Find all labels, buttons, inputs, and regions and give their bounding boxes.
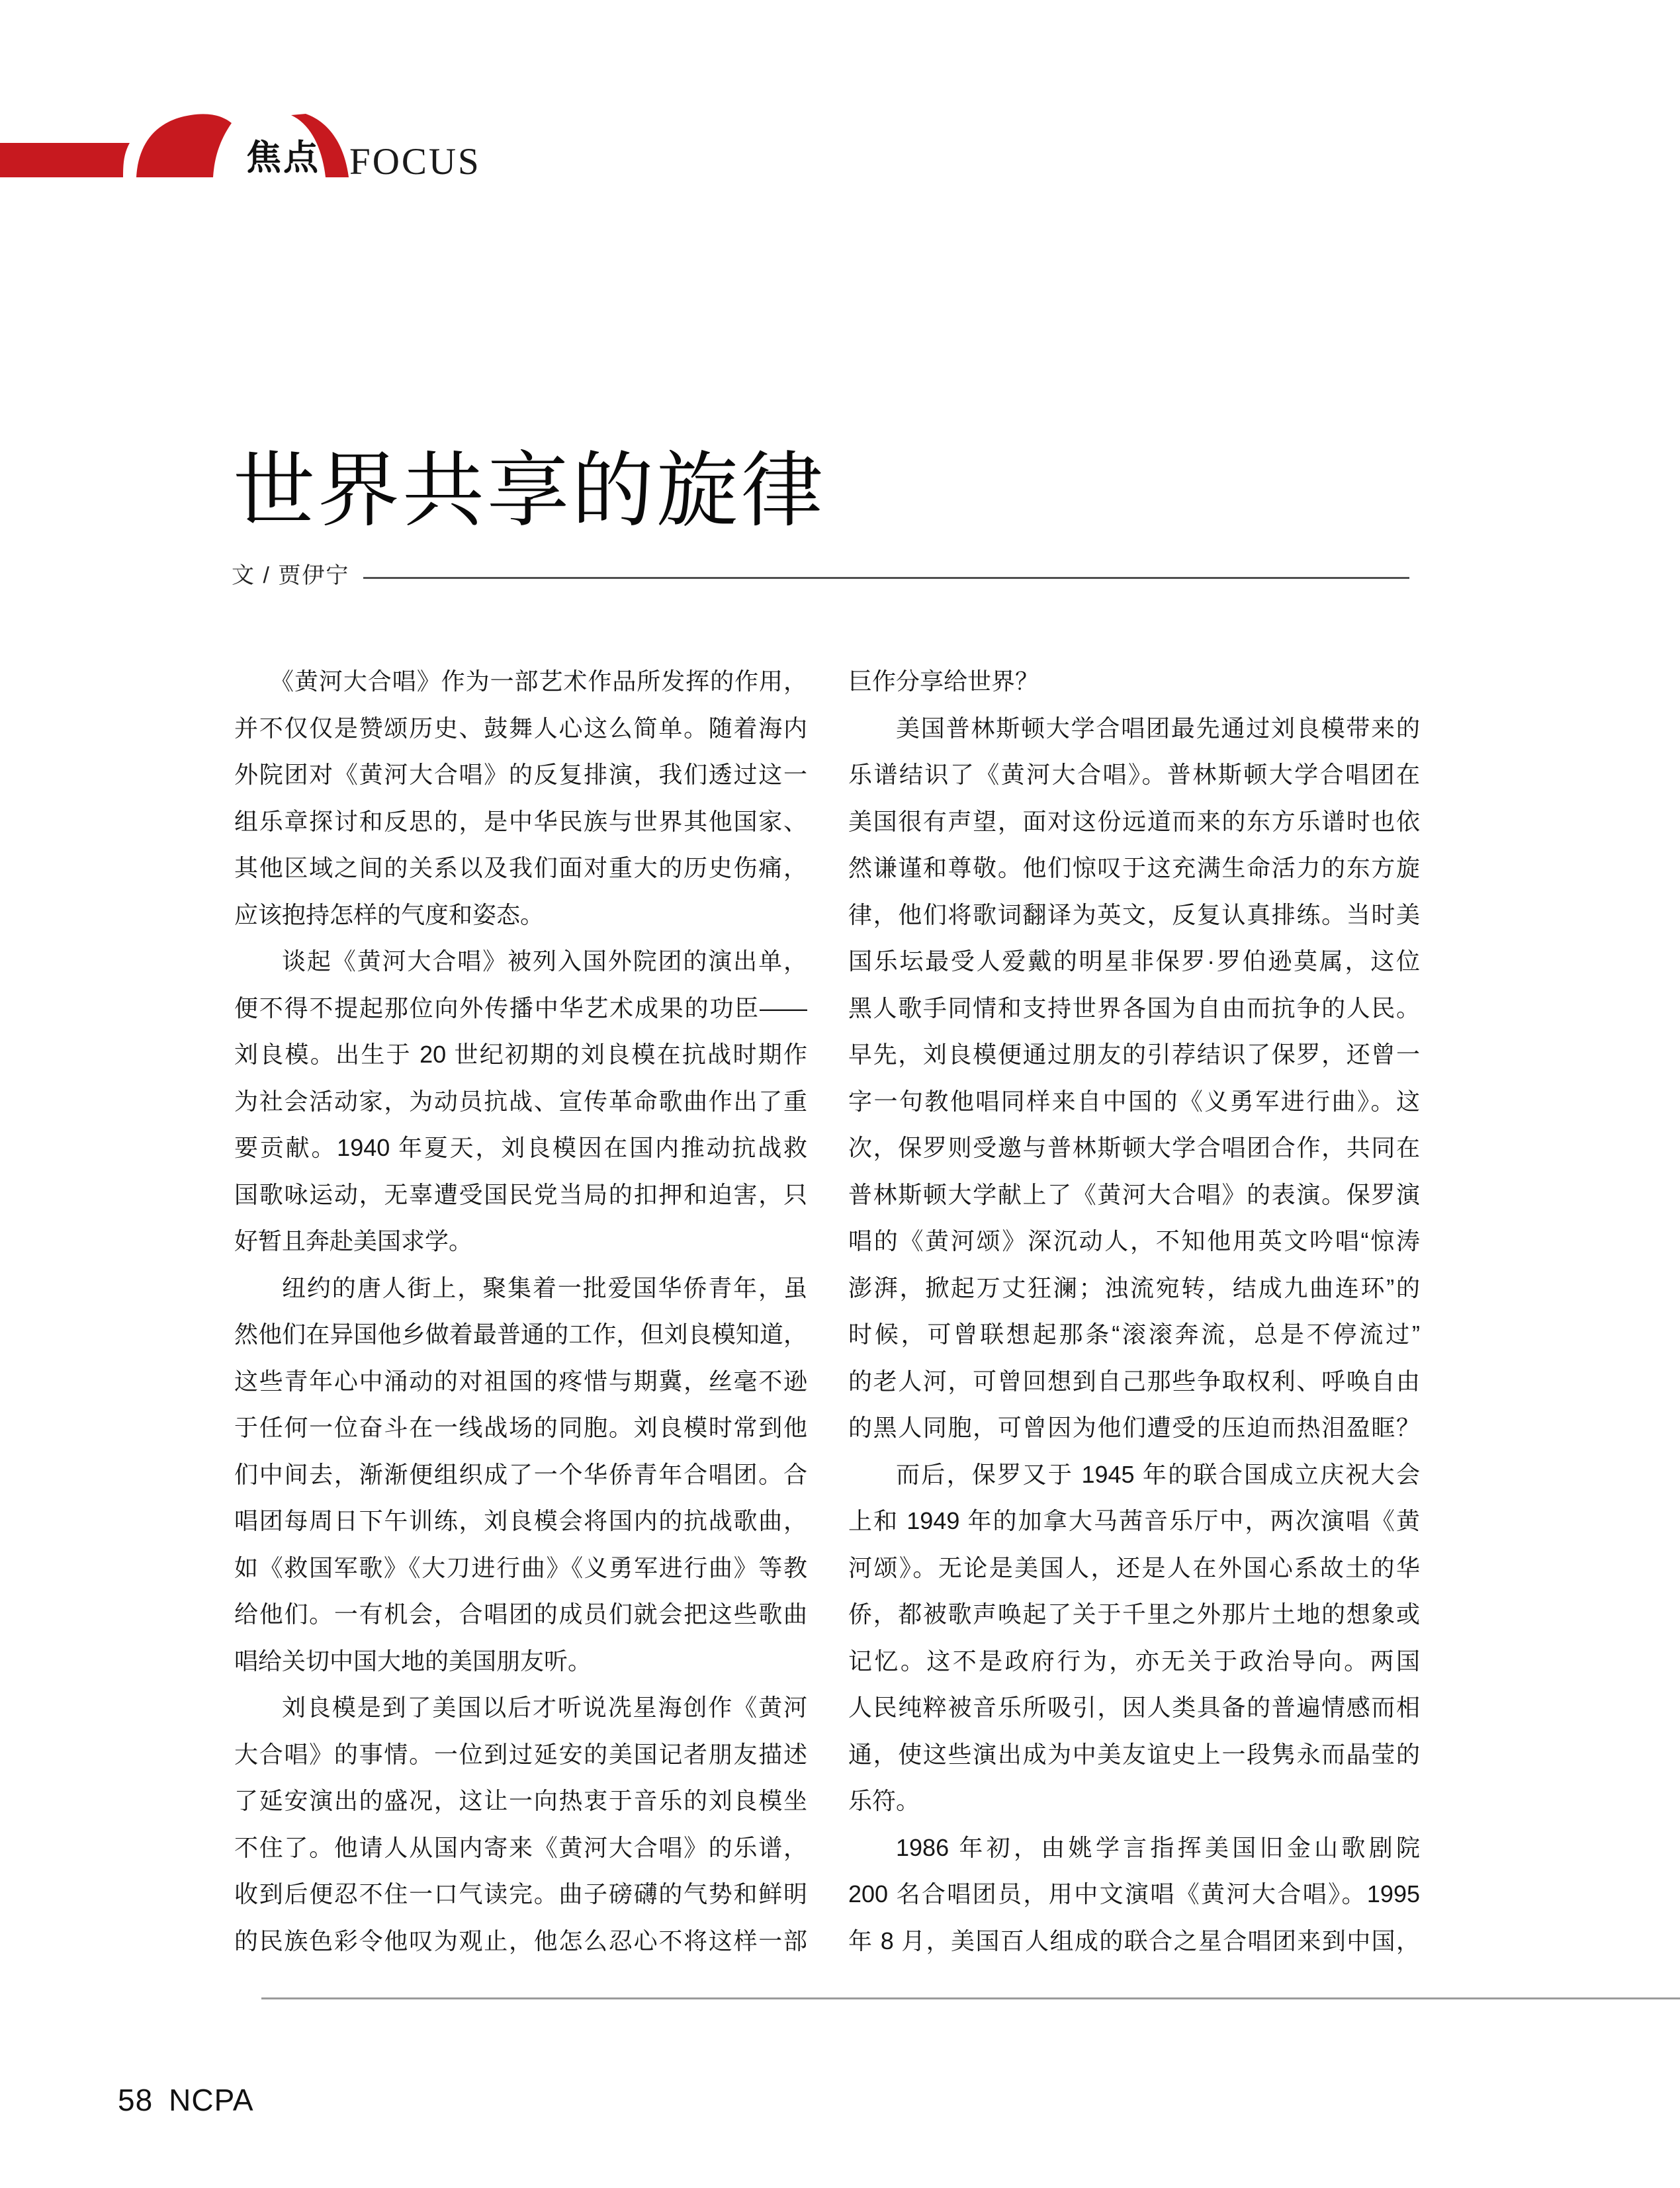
text-line: 刘良模是到了美国以后才听说冼星海创作《黄河 bbox=[282, 1694, 807, 1721]
text-line: 次，保罗则受邀与普林斯顿大学合唱团合作，共同在 bbox=[848, 1134, 1420, 1161]
text-line: 河颂》。无论是美国人，还是人在外国心系故土的华 bbox=[848, 1553, 1420, 1581]
page-number: 58 bbox=[118, 2083, 154, 2117]
text-line: 美国很有声望，面对这份远道而来的东方乐谱时也依 bbox=[848, 807, 1420, 835]
section-banner bbox=[0, 112, 503, 183]
text-line: 给他们。一有机会，合唱团的成员们就会把这些歌曲 bbox=[234, 1600, 807, 1628]
page-folio bbox=[118, 2082, 254, 2118]
text-line: 巨作分享给世界？ bbox=[848, 668, 1039, 695]
text-line: 要贡献。1940 年夏天，刘良模因在国内推动抗战救 bbox=[234, 1134, 807, 1161]
text-line: 组乐章探讨和反思的，是中华民族与世界其他国家、 bbox=[234, 807, 807, 835]
text-line: 字一句教他唱同样来自中国的《义勇军进行曲》。这 bbox=[848, 1087, 1420, 1115]
text-line: 美国普林斯顿大学合唱团最先通过刘良模带来的 bbox=[896, 714, 1420, 742]
text-line: 便不得不提起那位向外传播中华艺术成果的功臣—— bbox=[234, 994, 807, 1022]
text-line: 好暂且奔赴美国求学。 bbox=[234, 1227, 473, 1254]
text-line: 而后，保罗又于 1945 年的联合国成立庆祝大会 bbox=[896, 1460, 1420, 1488]
text-line: 人民纯粹被音乐所吸引，因人类具备的普遍情感而相 bbox=[848, 1694, 1420, 1721]
text-line: 普林斯顿大学献上了《黄河大合唱》的表演。保罗演 bbox=[848, 1180, 1420, 1208]
byline: 文 / 贾伊宁 bbox=[232, 563, 350, 588]
body-column-left bbox=[234, 658, 807, 1964]
text-line: 上和 1949 年的加拿大马茜音乐厅中，两次演唱《黄 bbox=[848, 1507, 1420, 1534]
text-line: 为社会活动家，为动员抗战、宣传革命歌曲作出了重 bbox=[234, 1087, 807, 1115]
text-line: 大合唱》的事情。一位到过延安的美国记者朋友描述 bbox=[234, 1740, 807, 1768]
byline-rule bbox=[363, 577, 1409, 579]
text-line: 如《救国军歌》《大刀进行曲》《义勇军进行曲》等教 bbox=[234, 1553, 807, 1581]
text-line: 谈起《黄河大合唱》被列入国外院团的演出单， bbox=[282, 947, 807, 975]
text-line: 收到后便忍不住一口气读完。曲子磅礴的气势和鲜明 bbox=[234, 1880, 807, 1907]
text-line: 记忆。这不是政府行为，亦无关于政治导向。两国 bbox=[848, 1647, 1420, 1675]
text-line: 然谦谨和尊敬。他们惊叹于这充满生命活力的东方旋 bbox=[848, 854, 1420, 881]
footer-rule bbox=[261, 1997, 1680, 1999]
text-line: 了延安演出的盛况，这让一向热衷于音乐的刘良模坐 bbox=[234, 1787, 807, 1814]
text-line: 1986 年初，由姚学言指挥美国旧金山歌剧院 bbox=[896, 1833, 1420, 1861]
section-label-en: FOCUS bbox=[349, 141, 481, 183]
text-line: 澎湃，掀起万丈狂澜；浊流宛转，结成九曲连环”的 bbox=[848, 1274, 1420, 1301]
article-title: 世界共享的旋律 bbox=[233, 446, 826, 537]
banner-red-dome bbox=[136, 114, 232, 177]
text-line: 的黑人同胞，可曾因为他们遭受的压迫而热泪盈眶？ bbox=[848, 1414, 1420, 1441]
body-column-right bbox=[848, 658, 1420, 1964]
text-line: 其他区域之间的关系以及我们面对重大的历史伤痛， bbox=[234, 854, 807, 881]
text-line: 纽约的唐人街上，聚集着一批爱国华侨青年，虽 bbox=[282, 1274, 807, 1301]
text-line: 乐谱结识了《黄河大合唱》。普林斯顿大学合唱团在 bbox=[848, 761, 1420, 788]
text-line: 唱的《黄河颂》深沉动人，不知他用英文吟唱“惊涛 bbox=[848, 1227, 1420, 1254]
text-line: 外院团对《黄河大合唱》的反复排演，我们透过这一 bbox=[234, 761, 807, 788]
journal-brand: NCPA bbox=[169, 2083, 254, 2117]
text-line: 不住了。他请人从国内寄来《黄河大合唱》的乐谱， bbox=[234, 1833, 807, 1861]
text-line: 律，他们将歌词翻译为英文，反复认真排练。当时美 bbox=[848, 900, 1420, 928]
text-line: 们中间去，渐渐便组织成了一个华侨青年合唱团。合 bbox=[234, 1460, 807, 1488]
banner-red-bar bbox=[0, 143, 130, 177]
text-line: 的老人河，可曾回想到自己那些争取权利、呼唤自由 bbox=[848, 1367, 1420, 1395]
text-line: 黑人歌手同情和支持世界各国为自由而抗争的人民。 bbox=[848, 994, 1420, 1022]
text-line: 年 8 月，美国百人组成的联合之星合唱团来到中国， bbox=[848, 1927, 1420, 1954]
text-line: 乐符。 bbox=[848, 1787, 920, 1814]
text-line: 然他们在异国他乡做着最普通的工作，但刘良模知道， bbox=[234, 1321, 807, 1348]
text-line: 应该抱持怎样的气度和姿态。 bbox=[234, 900, 545, 928]
text-line: 这些青年心中涌动的对祖国的疼惜与期冀，丝毫不逊 bbox=[234, 1367, 807, 1395]
text-line: 的民族色彩令他叹为观止，他怎么忍心不将这样一部 bbox=[234, 1927, 807, 1954]
text-line: 刘良模。出生于 20 世纪初期的刘良模在抗战时期作 bbox=[234, 1041, 807, 1068]
text-line: 侨，都被歌声唤起了关于千里之外那片土地的想象或 bbox=[848, 1600, 1420, 1628]
text-line: 国歌咏运动，无辜遭受国民党当局的扣押和迫害，只 bbox=[234, 1180, 807, 1208]
text-line: 时候，可曾联想起那条“滚滚奔流，总是不停流过” bbox=[848, 1321, 1420, 1348]
text-line: 国乐坛最受人爱戴的明星非保罗·罗伯逊莫属，这位 bbox=[848, 947, 1420, 975]
text-line: 唱团每周日下午训练，刘良模会将国内的抗战歌曲， bbox=[234, 1507, 807, 1534]
text-line: 《黄河大合唱》作为一部艺术作品所发挥的作用， bbox=[270, 668, 807, 695]
text-line: 唱给关切中国大地的美国朋友听。 bbox=[234, 1647, 592, 1675]
section-label-zh: 焦点 bbox=[246, 138, 320, 177]
text-line: 200 名合唱团员，用中文演唱《黄河大合唱》。1995 bbox=[848, 1880, 1420, 1907]
text-line: 通，使这些演出成为中美友谊史上一段隽永而晶莹的 bbox=[848, 1740, 1420, 1768]
text-line: 于任何一位奋斗在一线战场的同胞。刘良模时常到他 bbox=[234, 1414, 807, 1441]
text-line: 早先，刘良模便通过朋友的引荐结识了保罗，还曾一 bbox=[848, 1041, 1420, 1068]
text-line: 并不仅仅是赞颂历史、鼓舞人心这么简单。随着海内 bbox=[234, 714, 807, 742]
